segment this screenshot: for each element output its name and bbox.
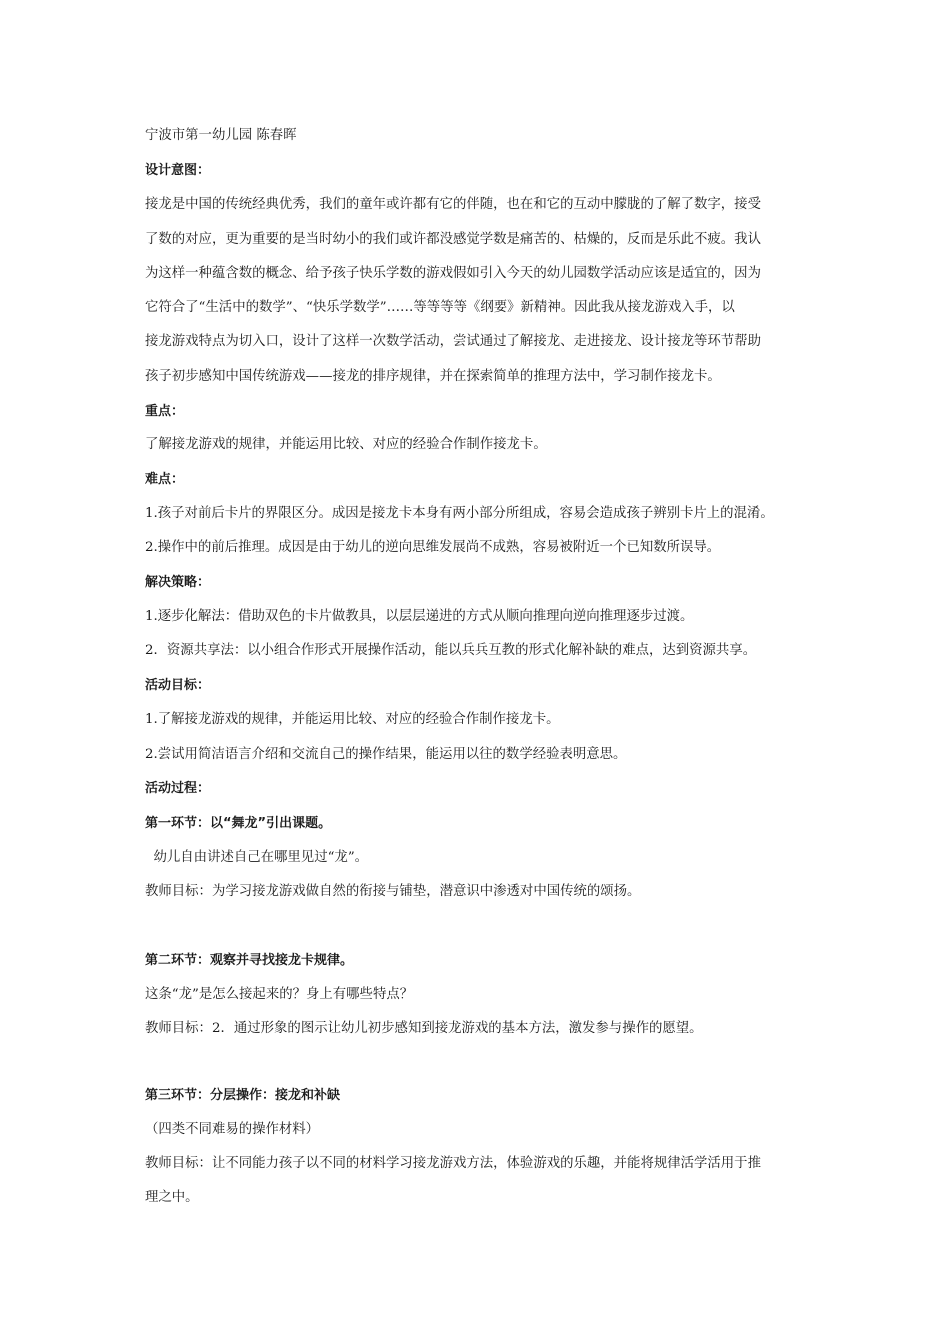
step1-goal: 教师目标：为学习接龙游戏做自然的衔接与铺垫，潜意识中渗透对中国传统的颂扬。 <box>145 884 641 899</box>
design-intent-line: 孩子初步感知中国传统游戏——接龙的排序规律，并在探索简单的推理方法中，学习制作接龙卡。 <box>145 369 721 384</box>
design-intent-line: 接龙游戏特点为切入口，设计了这样一次数学活动，尝试通过了解接龙、走进接龙、设计接龙等环节帮助 <box>145 334 761 349</box>
author-line: 宁波市第一幼儿园 陈春晖 <box>145 128 297 143</box>
difficulty-heading: 难点： <box>145 472 185 487</box>
key-point-heading: 重点： <box>145 404 185 419</box>
strategy-heading: 解决策略： <box>145 575 211 590</box>
step3-title: 第三环节：分层操作：接龙和补缺 <box>145 1088 341 1103</box>
step2-goal: 教师目标：2．通过形象的图示让幼儿初步感知到接龙游戏的基本方法，激发参与操作的愿望。 <box>145 1021 703 1036</box>
step3-content: （四类不同难易的操作材料） <box>145 1122 320 1137</box>
design-intent-line: 了数的对应，更为重要的是当时幼小的我们或许都没感觉学数是痛苦的、枯燥的，反而是乐此不疲。我认 <box>145 232 761 247</box>
difficulty-item: 2.操作中的前后推理。成因是由于幼儿的逆向思维发展尚不成熟，容易被附近一个已知数所误导。 <box>145 540 721 555</box>
strategy-item: 2．资源共享法：以小组合作形式开展操作活动，能以兵兵互教的形式化解补缺的难点，达到资源共享。 <box>145 643 757 658</box>
step2-content: 这条“龙”是怎么接起来的？身上有哪些特点？ <box>145 987 414 1002</box>
goals-heading: 活动目标： <box>145 678 211 693</box>
step1-title: 第一环节：以“舞龙”引出课题。 <box>145 816 332 831</box>
step2-title: 第二环节：观察并寻找接龙卡规律。 <box>145 953 354 968</box>
process-heading: 活动过程： <box>145 781 211 796</box>
goal-item: 2.尝试用简洁语言介绍和交流自己的操作结果，能运用以往的数学经验表明意思。 <box>145 747 627 762</box>
design-intent-line: 为这样一种蕴含数的概念、给予孩子快乐学数的游戏假如引入今天的幼儿园数学活动应该是适宜的，因为 <box>145 266 761 281</box>
key-point-text: 了解接龙游戏的规律，并能运用比较、对应的经验合作制作接龙卡。 <box>145 437 547 452</box>
design-intent-heading: 设计意图： <box>145 163 211 178</box>
step3-goal-line: 教师目标：让不同能力孩子以不同的材料学习接龙游戏方法，体验游戏的乐趣，并能将规律活学活用于推 <box>145 1156 761 1171</box>
design-intent-line: 它符合了“生活中的数学”、“快乐学数学”……等等等等《纲要》新精神。因此我从接龙游戏入手，以 <box>145 300 735 315</box>
design-intent-line: 接龙是中国的传统经典优秀，我们的童年或许都有它的伴随，也在和它的互动中朦胧的了解了数字，接受 <box>145 197 761 212</box>
difficulty-item: 1.孩子对前后卡片的界限区分。成因是接龙卡本身有两小部分所组成，容易会造成孩子辨别卡片上的混淆。 <box>145 506 774 521</box>
step3-goal-line: 理之中。 <box>145 1190 199 1205</box>
goal-item: 1.了解接龙游戏的规律，并能运用比较、对应的经验合作制作接龙卡。 <box>145 712 560 727</box>
step1-content: 幼儿自由讲述自己在哪里见过“龙”。 <box>145 850 369 865</box>
strategy-item: 1.逐步化解法：借助双色的卡片做教具，以层层递进的方式从顺向推理向逆向推理逐步过渡。 <box>145 609 694 624</box>
